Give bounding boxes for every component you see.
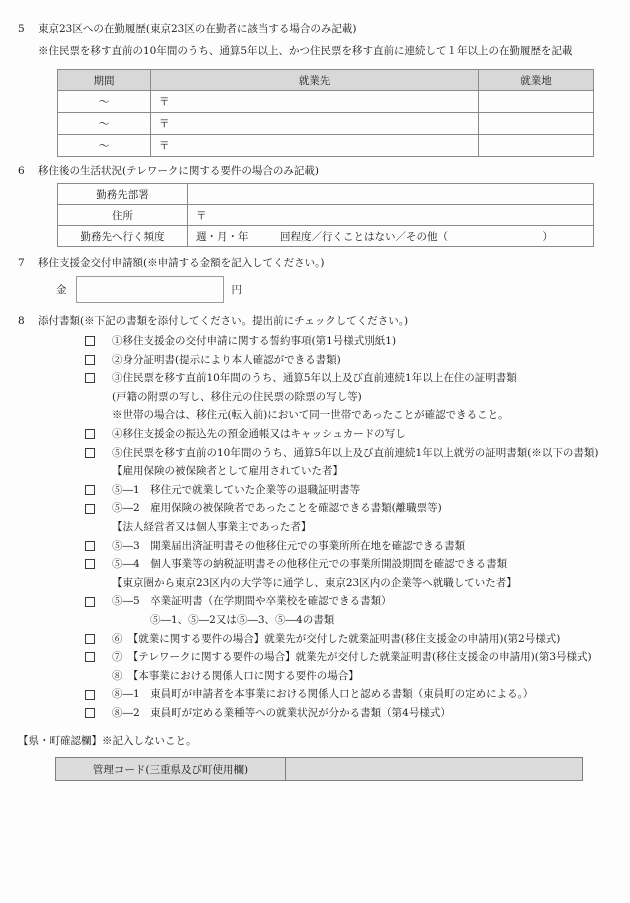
attachment-item [0, 537, 630, 556]
department-value-cell[interactable] [188, 184, 594, 205]
confirm-section-heading: 【県・町確認欄】※記入しないこと。 [18, 735, 197, 748]
attachment-item-note [0, 406, 630, 425]
management-code-value-cell [286, 758, 583, 781]
checkbox-icon[interactable] [85, 448, 95, 458]
checkbox-icon[interactable] [85, 708, 95, 718]
employer-cell[interactable]: 〒 [151, 135, 479, 157]
work-history-row [58, 91, 594, 113]
attachment-item-label: 【雇用保険の被保険者として雇用されていた者】 [112, 465, 343, 478]
attachment-item-label: ⑧ 【本事業における関係人口に関する要件の場合】 [112, 669, 359, 682]
amount-input-box[interactable] [76, 276, 224, 303]
attachment-item [0, 481, 630, 500]
section7-heading [18, 255, 630, 271]
management-code-label: 管理コード(三重県及び町使用欄) [56, 758, 286, 781]
location-cell[interactable] [479, 91, 594, 113]
management-code-table [55, 757, 583, 781]
attachment-item-label: ⑤―5 卒業証明書（在学期間や卒業校を確認できる書類） [112, 595, 392, 608]
attachment-item [0, 351, 630, 370]
attachment-item-label: ⑤―2 雇用保険の被保険者であったことを確認できる書類(離職票等) [112, 502, 442, 515]
attachment-item-label: ⑧―2 東員町が定める業種等への就業状況が分かる書類（第4号様式） [112, 706, 451, 719]
checkbox-icon[interactable] [85, 541, 95, 551]
period-cell[interactable]: 〜 [58, 113, 151, 135]
attachment-item-label: ②身分証明書(提示により本人確認ができる書類) [112, 353, 341, 366]
section5-title: 東京23区への在勤履歴(東京23区の在勤者に該当する場合のみ記載) [38, 23, 357, 35]
attachment-item-note [0, 611, 630, 630]
work-history-row [58, 135, 594, 157]
management-code-row [56, 758, 583, 781]
commute-frequency-row [58, 226, 594, 247]
address-row [58, 205, 594, 226]
attachment-item-label: ⑤―4 個人事業等の納税証明書その他移住元での事業所開設期間を確認できる書類 [112, 558, 508, 571]
attachment-item-label: ⑤住民票を移す直前の10年間のうち、通算5年以上及び直前連続1年以上就労の証明書類(※以下の書類) [112, 446, 599, 459]
section7-title: 移住支援金交付申請額(※申請する金額を記入してください。) [38, 257, 325, 269]
col-header-period: 期間 [58, 70, 151, 91]
attachment-item-label: ⑥ 【就業に関する要件の場合】就業先が交付した就業証明書(移住支援金の申請用)(第2号様式) [112, 632, 561, 645]
section5-number: 5 [18, 23, 25, 35]
department-row [58, 184, 594, 205]
attachment-item [0, 499, 630, 518]
living-situation-table [57, 183, 594, 247]
checkbox-icon[interactable] [85, 504, 95, 514]
checkbox-icon[interactable] [85, 373, 95, 383]
work-history-header-row [58, 70, 594, 91]
attachment-group-heading [0, 462, 630, 481]
attachment-item [0, 555, 630, 574]
department-label: 勤務先部署 [58, 184, 188, 205]
address-label: 住所 [58, 205, 188, 226]
section8-title: 添付書類(※下記の書類を添付してください。提出前にチェックしてください。) [38, 315, 409, 327]
attachment-group-heading [0, 574, 630, 593]
checkbox-icon[interactable] [85, 355, 95, 365]
employer-cell[interactable]: 〒 [151, 91, 479, 113]
checkbox-icon[interactable] [85, 690, 95, 700]
attachment-item [0, 332, 630, 351]
work-history-row [58, 113, 594, 135]
attachment-item-label: 【東京圏から東京23区内の大学等に通学し、東京23区内の企業等へ就職していた者】 [112, 576, 517, 589]
attachment-item [0, 704, 630, 723]
attachment-group-heading [0, 518, 630, 537]
attachment-item-label: ※世帯の場合は、移住元(転入前)において同一世帯であったことが確認できること。 [112, 409, 509, 422]
attachment-item-label: ⑦ 【テレワークに関する要件の場合】就業先が交付した就業証明書(移住支援金の申請用)(第3号様式) [112, 651, 592, 664]
attachment-item-label: ⑤―1、⑤―2又は⑤―3、⑤―4の書類 [150, 613, 335, 626]
employer-cell[interactable]: 〒 [151, 113, 479, 135]
attachment-item-label: ⑤―1 移住元で就業していた企業等の退職証明書等 [112, 483, 361, 496]
attachment-item-label: ④移住支援金の振込先の預金通帳又はキャッシュカードの写し [112, 427, 406, 440]
section5-heading [18, 21, 630, 37]
section6-title: 移住後の生活状況(テレワークに関する要件の場合のみ記載) [38, 165, 319, 177]
col-header-location: 就業地 [479, 70, 594, 91]
section6-number: 6 [18, 165, 25, 177]
location-cell[interactable] [479, 113, 594, 135]
amount-row [56, 275, 630, 304]
attachment-item [0, 685, 630, 704]
attachment-item [0, 425, 630, 444]
section8-number: 8 [18, 315, 25, 327]
attachment-item-label: ①移住支援金の交付申請に関する誓約事項(第1号様式別紙1) [112, 335, 397, 347]
checkbox-icon[interactable] [85, 559, 95, 569]
attachment-item [0, 630, 630, 649]
attachment-item-note [0, 388, 630, 407]
attachment-item-label: 【法人経営者又は個人事業主であった者】 [112, 520, 312, 533]
commute-frequency-label: 勤務先へ行く頻度 [58, 226, 188, 247]
address-value-cell[interactable]: 〒 [188, 205, 594, 226]
attachment-item-label: (戸籍の附票の写し、移住元の住民票の除票の写し等) [112, 390, 362, 403]
attachment-group-heading [0, 667, 630, 686]
checkbox-icon[interactable] [85, 634, 95, 644]
commute-frequency-value-cell[interactable]: 週・月・年 回程度／行くことはない／その他（ ） [188, 226, 594, 247]
location-cell[interactable] [479, 135, 594, 157]
col-header-employer: 就業先 [151, 70, 479, 91]
section5-note: ※住民票を移す直前の10年間のうち、通算5年以上、かつ住民票を移す直前に連続して１年以上の在勤履歴を記載 [38, 45, 573, 57]
section7-number: 7 [18, 257, 25, 269]
checkbox-icon[interactable] [85, 597, 95, 607]
attachment-item [0, 592, 630, 611]
checkbox-icon[interactable] [85, 485, 95, 495]
attachment-item-label: ⑧―1 東員町が申請者を本事業における関係人口と認める書類（東員町の定めによる。） [112, 688, 534, 701]
checkbox-icon[interactable] [85, 429, 95, 439]
period-cell[interactable]: 〜 [58, 135, 151, 157]
attachment-item-label: ⑤―3 開業届出済証明書その他移住元での事業所所在地を確認できる書類 [112, 539, 466, 552]
attachment-item [0, 648, 630, 667]
period-cell[interactable]: 〜 [58, 91, 151, 113]
checkbox-icon[interactable] [85, 652, 95, 662]
attachment-item-label: ③住民票を移す直前10年間のうち、通算5年以上及び直前連続1年以上在住の証明書類 [112, 372, 517, 385]
attachments-checklist [0, 332, 630, 722]
currency-suffix-label: 円 [231, 284, 242, 296]
work-history-table [57, 69, 594, 157]
attachment-item [0, 444, 630, 463]
section8-heading [18, 313, 630, 329]
checkbox-icon[interactable] [85, 336, 95, 346]
section6-heading [18, 163, 630, 179]
attachment-item [0, 369, 630, 388]
currency-prefix-label: 金 [56, 284, 67, 296]
